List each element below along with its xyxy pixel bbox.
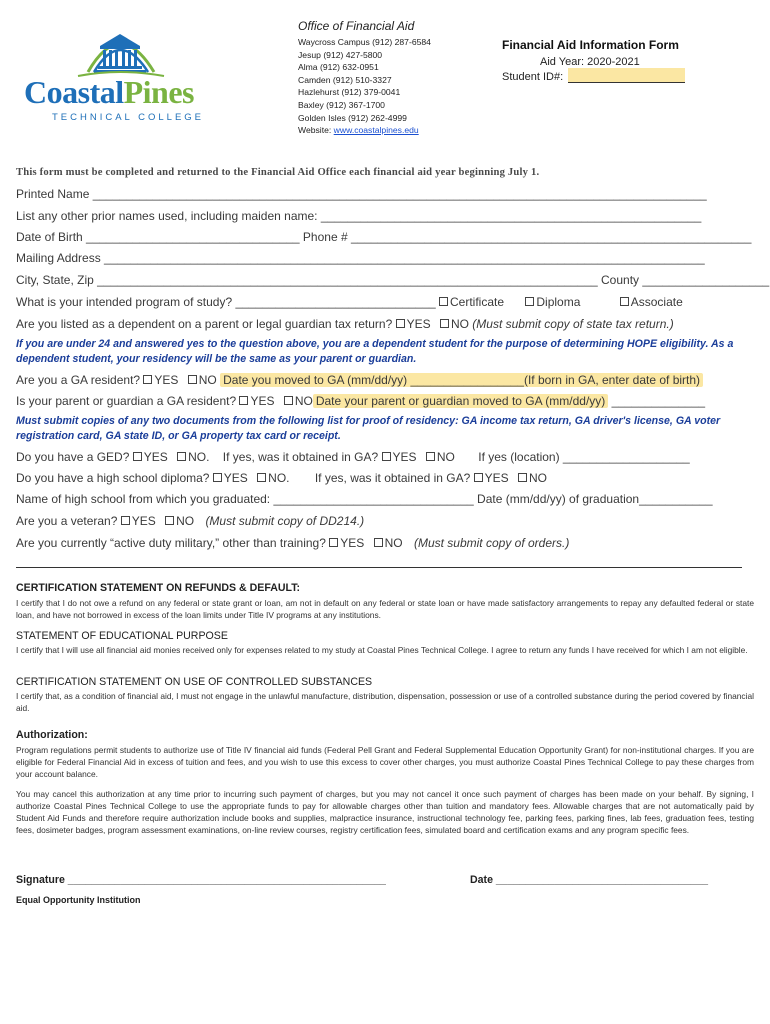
checkbox-icon[interactable] bbox=[525, 297, 534, 306]
checkbox-icon[interactable] bbox=[177, 452, 186, 461]
dependent-instructions: If you are under 24 and answered yes to the question above, you are a dependent student for the purpose of determining HOPE eligibility. As a dependent student, your residency will be the same as your parent or guardian. bbox=[16, 338, 734, 365]
veteran-no[interactable]: NO bbox=[165, 514, 194, 528]
checkbox-icon[interactable] bbox=[396, 319, 405, 328]
parent-resident-no[interactable]: NO bbox=[284, 394, 313, 408]
printed-name-field[interactable]: Printed Name ____________________________________________________________________________________________ bbox=[16, 187, 707, 201]
checkbox-icon[interactable] bbox=[284, 396, 293, 405]
prior-names-field[interactable]: List any other prior names used, including maiden name: _________________________________________________________ bbox=[16, 209, 702, 223]
ged-no[interactable]: NO. bbox=[177, 450, 209, 464]
dependent-question: Are you listed as a dependent on a parent or legal guardian tax return? bbox=[16, 317, 396, 331]
veteran-yes[interactable]: YES bbox=[121, 514, 156, 528]
section-divider bbox=[16, 567, 742, 568]
dependent-note: (Must submit copy of state tax return.) bbox=[472, 317, 674, 331]
hs-diploma-no[interactable]: NO. bbox=[257, 471, 289, 485]
certificate-option[interactable]: Certificate bbox=[439, 295, 504, 309]
authorization-heading: Authorization: bbox=[16, 729, 88, 741]
program-question[interactable]: What is your intended program of study? ______________________________ bbox=[16, 295, 439, 309]
campus-line: Camden (912) 510-3327 bbox=[298, 74, 392, 85]
checkbox-icon[interactable] bbox=[374, 538, 383, 547]
building-columns-icon bbox=[22, 22, 222, 78]
military-note: (Must submit copy of orders.) bbox=[413, 536, 570, 550]
campus-line: Jesup (912) 427-5800 bbox=[298, 49, 383, 60]
college-logo bbox=[22, 22, 222, 134]
campus-line: Hazlehurst (912) 379-0041 bbox=[298, 87, 401, 98]
logo-subtitle: TECHNICAL COLLEGE bbox=[52, 112, 205, 123]
website-link[interactable]: www.coastalpines.edu bbox=[333, 125, 419, 136]
city-state-zip-field[interactable]: City, State, Zip ___________________________________________________________________________ County ___________________ bbox=[16, 273, 770, 287]
substances-text: I certify that, as a condition of financial aid, I must not engage in the unlawful manufacture, distribution, dispensation, possession or use of a controlled substance during the period covered by financial aid. bbox=[16, 691, 754, 713]
dependent-no[interactable]: NO bbox=[440, 317, 469, 331]
campus-line: Alma (912) 632-0951 bbox=[298, 62, 379, 73]
ged-question: Do you have a GED? bbox=[16, 450, 133, 464]
aid-year: Aid Year: 2020-2021 bbox=[540, 56, 640, 68]
checkbox-icon[interactable] bbox=[439, 297, 448, 306]
campus-line: Golden Isles (912) 262-4999 bbox=[298, 112, 407, 123]
veteran-question: Are you a veteran? bbox=[16, 514, 121, 528]
hs-diploma-yes[interactable]: YES bbox=[213, 471, 248, 485]
refunds-text: I certify that I do not owe a refund on any federal or state grant or loan, am not in default on any federal or state loan or have made satisfactory arrangements to repay any defaulted federal or state loan, and have not borrowed in excess of the loan limits under Title IV programs at any institutions. bbox=[16, 598, 754, 620]
office-title: Office of Financial Aid bbox=[298, 19, 415, 33]
substances-heading: CERTIFICATION STATEMENT ON USE OF CONTROLLED SUBSTANCES bbox=[16, 676, 373, 688]
mailing-address-field[interactable]: Mailing Address __________________________________________________________________________________________ bbox=[16, 251, 705, 265]
checkbox-icon[interactable] bbox=[440, 319, 449, 328]
military-row bbox=[16, 536, 569, 550]
dependent-yes[interactable]: YES bbox=[396, 317, 431, 331]
ged-obtained-question: If yes, was it obtained in GA? bbox=[222, 450, 382, 464]
ged-yes[interactable]: YES bbox=[133, 450, 168, 464]
ged-location-field[interactable]: If yes (location) ___________________ bbox=[478, 450, 690, 464]
military-yes[interactable]: YES bbox=[329, 536, 364, 550]
campus-line: Waycross Campus (912) 287-6584 bbox=[298, 37, 431, 47]
ga-moved-date-field[interactable]: Date you moved to GA (mm/dd/yy) _________________(If born in GA, enter date of birth) bbox=[220, 373, 703, 387]
checkbox-icon[interactable] bbox=[121, 516, 130, 525]
ged-row bbox=[16, 450, 690, 464]
hs-diploma-question: Do you have a high school diploma? bbox=[16, 471, 213, 485]
website-line: Website: www.coastalpines.edu bbox=[298, 125, 419, 136]
checkbox-icon[interactable] bbox=[239, 396, 248, 405]
parent-moved-date-field[interactable]: Date your parent or guardian moved to GA (mm/dd/yy) bbox=[313, 394, 608, 408]
checkbox-icon[interactable] bbox=[133, 452, 142, 461]
checkbox-icon[interactable] bbox=[382, 452, 391, 461]
checkbox-icon[interactable] bbox=[620, 297, 629, 306]
ga-resident-yes[interactable]: YES bbox=[143, 373, 178, 387]
parent-resident-question: Is your parent or guardian a GA resident? bbox=[16, 394, 240, 408]
veteran-row bbox=[16, 514, 364, 528]
residency-instructions: Must submit copies of any two documents from the following list for proof of residency: GA income tax return, GA driver's license, GA voter registration card, GA state ID, or GA property tax card or receipt. bbox=[16, 415, 721, 442]
dependent-row bbox=[16, 317, 674, 331]
checkbox-icon[interactable] bbox=[165, 516, 174, 525]
ged-obtained-no[interactable]: NO bbox=[426, 450, 455, 464]
authorization-text-2: You may cancel this authorization at any time prior to incurring such payment of charges, but you may not cancel it once such payment of charges has been made on your behalf. By signing, I authorize Coastal Pines Technical College to use the appropriate funds to pay for allowable charges other than tuition and mandatory fees. Allowable charges that are not automatically paid by Student Aid Funds and therefore require authorization include books and supplies, malpractice insurance, instructional technology fee, parking fees, parking fines, lab fees, graduation fees, testing fees, dosimeter badges, program assessment examinations, on-line review courses, registry certification fees, simulated board and certification exams and any program specific fees. bbox=[16, 789, 754, 835]
checkbox-icon[interactable] bbox=[213, 473, 222, 482]
checkbox-icon[interactable] bbox=[329, 538, 338, 547]
hs-obtained-question: If yes, was it obtained in GA? bbox=[314, 471, 474, 485]
equal-opportunity-label: Equal Opportunity Institution bbox=[16, 895, 141, 905]
veteran-note: (Must submit copy of DD214.) bbox=[205, 514, 365, 528]
form-title: Financial Aid Information Form bbox=[502, 38, 679, 52]
high-school-name-field[interactable]: Name of high school from which you graduated: ______________________________ Date (mm/dd/yy) of graduation___________ bbox=[16, 492, 713, 506]
ga-resident-row bbox=[16, 373, 703, 387]
purpose-heading: STATEMENT OF EDUCATIONAL PURPOSE bbox=[16, 630, 228, 642]
logo-wordmark: CoastalPines bbox=[24, 74, 194, 110]
program-row bbox=[16, 295, 683, 309]
form-notice: This form must be completed and returned to the Financial Aid Office each financial aid year beginning July 1. bbox=[16, 167, 540, 178]
authorization-text-1: Program regulations permit students to authorize use of Title IV financial aid funds (Federal Pell Grant and Federal Supplemental Education Opportunity Grant) for non-institutional charges. If you are eligible for Federal Financial Aid in excess of tuition and fees, and you wish to use this excess to cover other charges, you must authorize Coastal Pines Technical College to pay these charges from your account balance. bbox=[16, 745, 754, 779]
diploma-option[interactable]: Diploma bbox=[525, 295, 580, 309]
checkbox-icon[interactable] bbox=[257, 473, 266, 482]
ged-obtained-yes[interactable]: YES bbox=[382, 450, 417, 464]
ga-resident-no[interactable]: NO bbox=[188, 373, 217, 387]
hs-obtained-yes[interactable]: YES bbox=[474, 471, 509, 485]
dob-phone-field[interactable]: Date of Birth ________________________________ Phone # ____________________________________________________________ bbox=[16, 230, 752, 244]
military-question: Are you currently “active duty military,” other than training? bbox=[16, 536, 330, 550]
student-id-field[interactable] bbox=[568, 68, 685, 83]
hs-diploma-row bbox=[16, 471, 547, 485]
parent-moved-blank[interactable]: ______________ bbox=[608, 394, 706, 408]
parent-resident-yes[interactable]: YES bbox=[239, 394, 274, 408]
ga-resident-question: Are you a GA resident? bbox=[16, 373, 144, 387]
campus-phone-list bbox=[298, 36, 431, 137]
date-field[interactable]: Date ____________________________________ bbox=[470, 874, 709, 886]
campus-line: Baxley (912) 367-1700 bbox=[298, 99, 385, 110]
military-no[interactable]: NO bbox=[374, 536, 403, 550]
checkbox-icon[interactable] bbox=[474, 473, 483, 482]
signature-field[interactable]: Signature ______________________________________________________ bbox=[16, 874, 386, 886]
associate-option[interactable]: Associate bbox=[620, 295, 683, 309]
checkbox-icon[interactable] bbox=[188, 375, 197, 384]
parent-resident-row bbox=[16, 394, 705, 408]
checkbox-icon[interactable] bbox=[426, 452, 435, 461]
refunds-heading: CERTIFICATION STATEMENT ON REFUNDS & DEFAULT: bbox=[16, 582, 301, 594]
checkbox-icon[interactable] bbox=[518, 473, 527, 482]
hs-obtained-no[interactable]: NO bbox=[518, 471, 547, 485]
purpose-text: I certify that I will use all financial aid monies received only for expenses related to my study at Coastal Pines Technical College. I agree to return any funds I have received for which I am not eligible. bbox=[16, 645, 748, 655]
checkbox-icon[interactable] bbox=[143, 375, 152, 384]
student-id-label: Student ID#: bbox=[502, 71, 564, 83]
